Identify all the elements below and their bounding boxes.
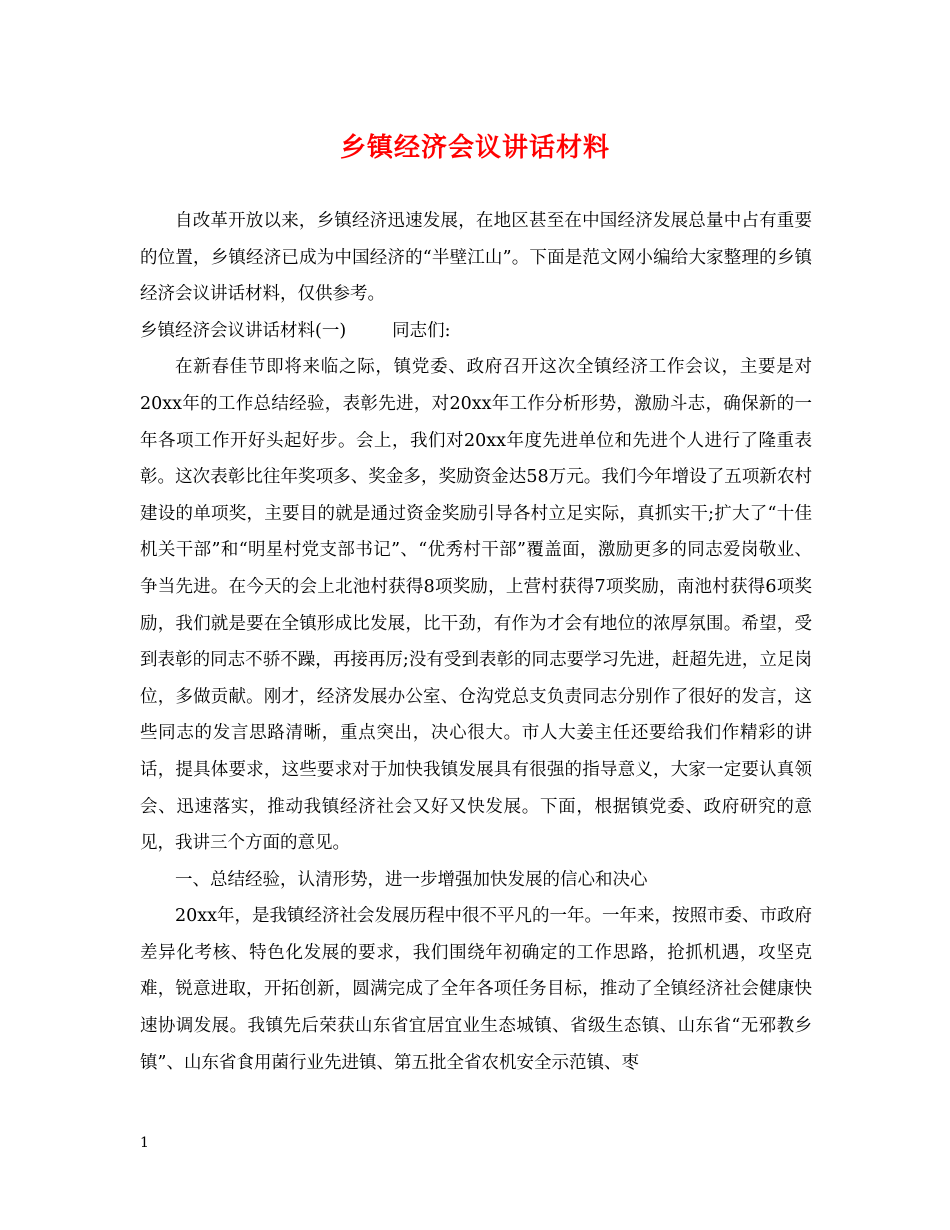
page-number: 1: [140, 1135, 149, 1151]
document-title: 乡镇经济会议讲话材料: [339, 133, 610, 163]
section-label-line: [140, 313, 812, 350]
document-body: [140, 203, 812, 1081]
body-paragraph-2: 20xx年，是我镇经济社会发展历程中很不平凡的一年。一年来，按照市委、市政府差异化考核、特色化发展的要求，我们围绕年初确定的工作思路，抢抓机遇，攻坚克难，锐意进取，开拓创新，圆满完成了全年各项任务目标，推动了全镇经济社会健康快速协调发展。我镇先后荣获山东省宜居宜业生态城镇、省级生态镇、山东省“无邪教乡镇”、山东省食用菌行业先进镇、第五批全省农机安全示范镇、枣: [140, 906, 813, 1073]
section-heading-1: 一、总结经验，认清形势，进一步增强加快发展的信心和决心: [175, 869, 648, 890]
section-label: 乡镇经济会议讲话材料(一): [140, 320, 347, 341]
salutation: 同志们:: [392, 320, 451, 341]
intro-paragraph: 自改革开放以来，乡镇经济迅速发展，在地区甚至在中国经济发展总量中占有重要的位置，乡镇经济已成为中国经济的“半壁江山”。下面是范文网小编给大家整理的乡镇经济会议讲话材料，仅供参考。: [140, 211, 812, 305]
body-paragraph-1: 在新春佳节即将来临之际，镇党委、政府召开这次全镇经济工作会议，主要是对20xx年的工作总结经验，表彰先进，对20xx年工作分析形势，激励斗志，确保新的一年各项工作开好头起好步。会上，我们对20xx年度先进单位和先进个人进行了隆重表彰。这次表彰比往年奖项多、奖金多，奖励资金达58万元。我们今年增设了五项新农村建设的单项奖，主要目的就是通过资金奖励引导各村立足实际，真抓实干;扩大了“十佳机关干部”和“明星村党支部书记”、“优秀村干部”覆盖面，激励更多的同志爱岗敬业、争当先进。在今天的会上北池村获得8项奖励，上营村获得7项奖励，南池村获得6项奖励，我们就是要在全镇形成比发展，比干劲，有作为才会有地位的浓厚氛围。希望，受到表彰的同志不骄不躁，再接再厉;没有受到表彰的同志要学习先进，赶超先进，立足岗位，多做贡献。刚才，经济发展办公室、仓沟党总支负责同志分别作了很好的发言，这些同志的发言思路清晰，重点突出，决心很大。市人大姜主任还要给我们作精彩的讲话，提具体要求，这些要求对于加快我镇发展具有很强的指导意义，大家一定要认真领会、迅速落实，推动我镇经济社会又好又快发展。下面，根据镇党委、政府研究的意见，我讲三个方面的意见。: [140, 357, 812, 854]
